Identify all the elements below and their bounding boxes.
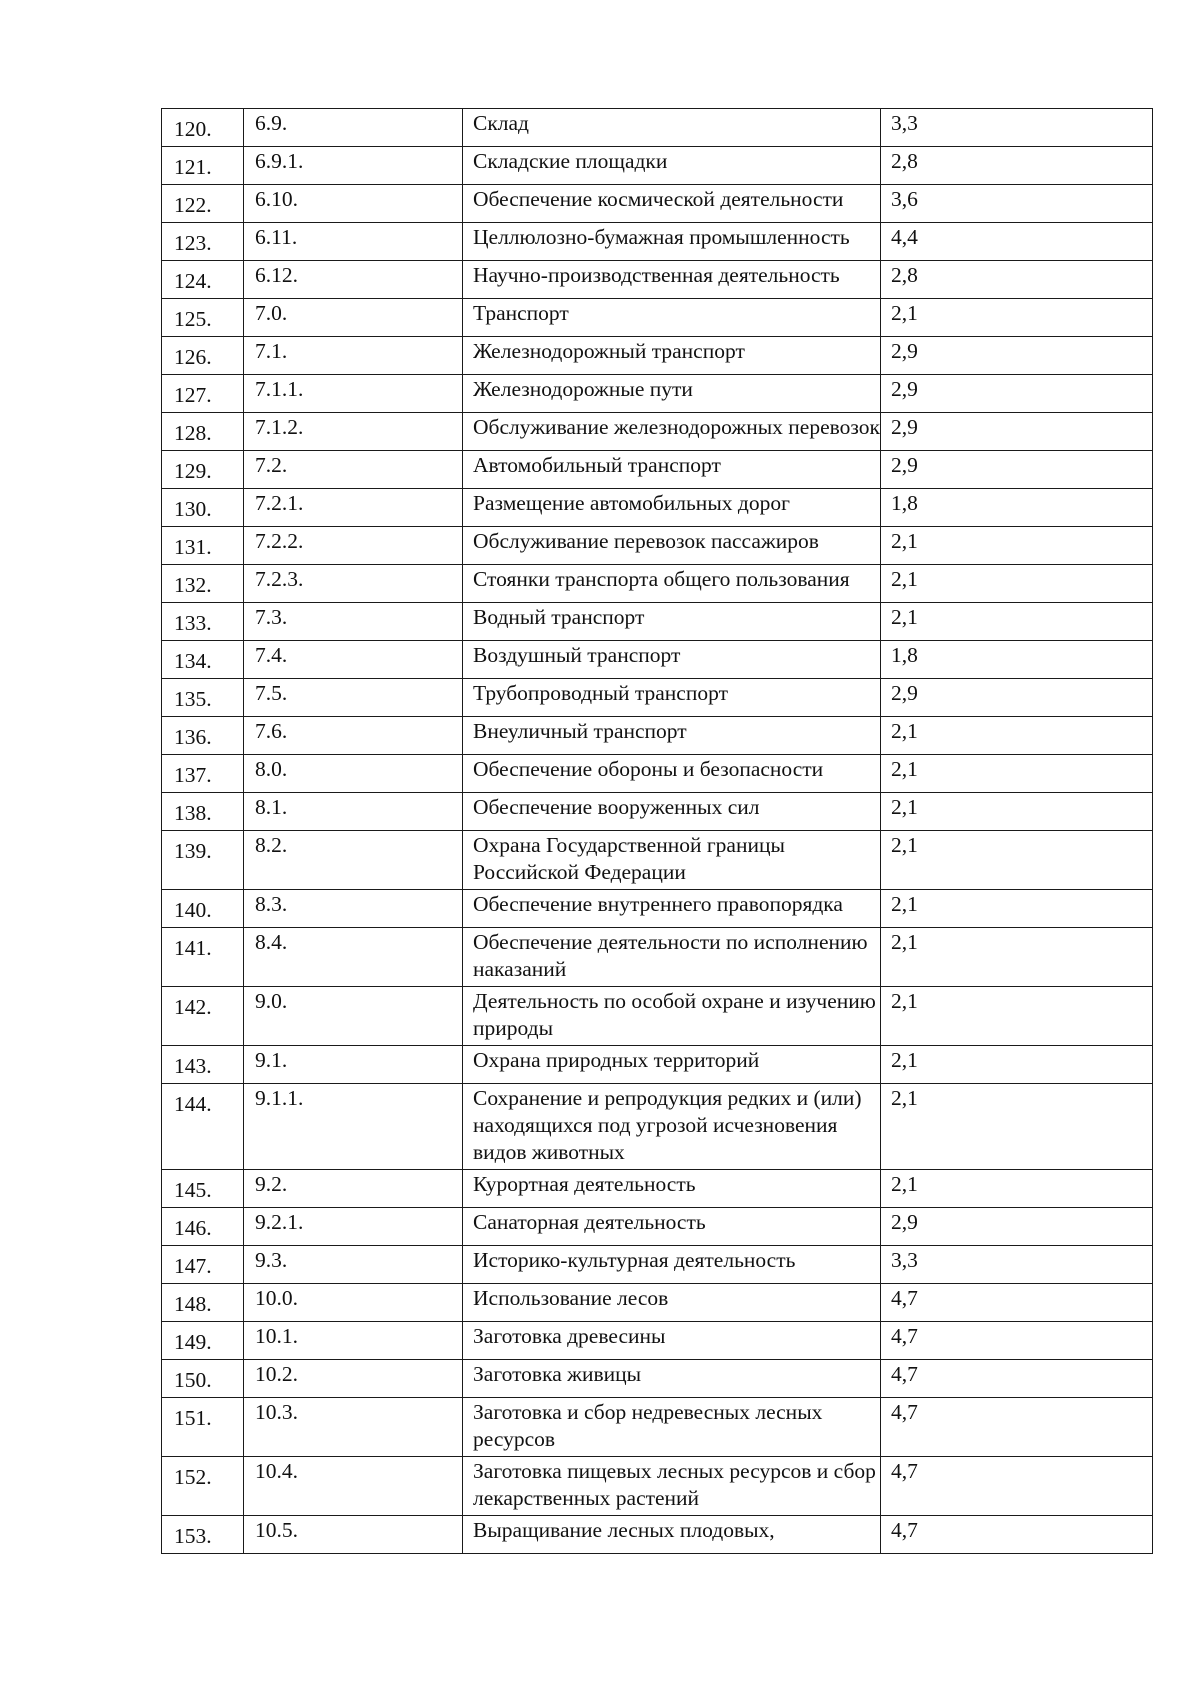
- use-name-cell: Охрана Государственной границы Российской Федерации: [463, 831, 881, 890]
- row-number-cell: 149.: [162, 1322, 244, 1360]
- use-name-cell: Транспорт: [463, 299, 881, 337]
- use-code-cell: 10.0.: [244, 1284, 463, 1322]
- use-name-cell: Заготовка пищевых лесных ресурсов и сбор лекарственных растений: [463, 1457, 881, 1516]
- coefficient-cell: 2,1: [881, 717, 1153, 755]
- use-code-cell: 7.5.: [244, 679, 463, 717]
- row-number-cell: 128.: [162, 413, 244, 451]
- coefficient-cell: 1,8: [881, 641, 1153, 679]
- table-row: [162, 489, 1153, 527]
- coefficient-cell: 2,9: [881, 337, 1153, 375]
- table-row: [162, 1246, 1153, 1284]
- row-number-cell: 139.: [162, 831, 244, 890]
- coefficient-cell: 4,7: [881, 1360, 1153, 1398]
- row-number-cell: 135.: [162, 679, 244, 717]
- row-number-cell: 122.: [162, 185, 244, 223]
- row-number-cell: 132.: [162, 565, 244, 603]
- use-code-cell: 9.1.1.: [244, 1084, 463, 1170]
- use-code-cell: 7.6.: [244, 717, 463, 755]
- row-number-cell: 147.: [162, 1246, 244, 1284]
- use-code-cell: 9.0.: [244, 987, 463, 1046]
- coefficient-cell: 2,9: [881, 679, 1153, 717]
- row-number-cell: 134.: [162, 641, 244, 679]
- table-row: [162, 603, 1153, 641]
- table-row: [162, 1398, 1153, 1457]
- use-name-cell: Складские площадки: [463, 147, 881, 185]
- use-name-cell: Обеспечение деятельности по исполнению наказаний: [463, 928, 881, 987]
- use-code-cell: 6.9.1.: [244, 147, 463, 185]
- use-code-cell: 10.4.: [244, 1457, 463, 1516]
- use-code-cell: 6.12.: [244, 261, 463, 299]
- table-row: [162, 679, 1153, 717]
- use-name-cell: Целлюлозно-бумажная промышленность: [463, 223, 881, 261]
- use-name-cell: Заготовка и сбор недревесных лесных ресурсов: [463, 1398, 881, 1457]
- table-row: [162, 1170, 1153, 1208]
- use-code-cell: 6.11.: [244, 223, 463, 261]
- table-row: [162, 261, 1153, 299]
- row-number-cell: 145.: [162, 1170, 244, 1208]
- coefficient-cell: 2,8: [881, 261, 1153, 299]
- table-row: [162, 928, 1153, 987]
- coefficient-cell: 2,1: [881, 831, 1153, 890]
- use-code-cell: 7.2.: [244, 451, 463, 489]
- table-row: [162, 1360, 1153, 1398]
- table-row: [162, 1322, 1153, 1360]
- use-code-cell: 10.3.: [244, 1398, 463, 1457]
- use-code-cell: 7.2.3.: [244, 565, 463, 603]
- use-name-cell: Заготовка живицы: [463, 1360, 881, 1398]
- row-number-cell: 126.: [162, 337, 244, 375]
- use-code-cell: 6.10.: [244, 185, 463, 223]
- coefficient-cell: 4,4: [881, 223, 1153, 261]
- use-name-cell: Железнодорожный транспорт: [463, 337, 881, 375]
- use-name-cell: Обеспечение вооруженных сил: [463, 793, 881, 831]
- coefficient-cell: 3,6: [881, 185, 1153, 223]
- use-code-cell: 8.3.: [244, 890, 463, 928]
- use-code-cell: 9.2.: [244, 1170, 463, 1208]
- use-code-cell: 8.4.: [244, 928, 463, 987]
- row-number-cell: 129.: [162, 451, 244, 489]
- row-number-cell: 130.: [162, 489, 244, 527]
- table-row: [162, 1208, 1153, 1246]
- coefficient-cell: 2,9: [881, 451, 1153, 489]
- table-row: [162, 527, 1153, 565]
- use-code-cell: 8.1.: [244, 793, 463, 831]
- table-row: [162, 565, 1153, 603]
- coefficient-cell: 4,7: [881, 1516, 1153, 1554]
- coefficient-cell: 1,8: [881, 489, 1153, 527]
- coefficient-cell: 4,7: [881, 1322, 1153, 1360]
- use-name-cell: Стоянки транспорта общего пользования: [463, 565, 881, 603]
- table-row: [162, 413, 1153, 451]
- use-name-cell: Железнодорожные пути: [463, 375, 881, 413]
- coefficient-cell: 2,1: [881, 1084, 1153, 1170]
- coefficient-cell: 2,1: [881, 987, 1153, 1046]
- coefficient-cell: 4,7: [881, 1398, 1153, 1457]
- table-row: [162, 375, 1153, 413]
- coefficient-cell: 2,1: [881, 890, 1153, 928]
- coefficient-cell: 2,1: [881, 755, 1153, 793]
- use-name-cell: Историко-культурная деятельность: [463, 1246, 881, 1284]
- use-name-cell: Курортная деятельность: [463, 1170, 881, 1208]
- table-row: [162, 1516, 1153, 1554]
- use-name-cell: Санаторная деятельность: [463, 1208, 881, 1246]
- use-name-cell: Трубопроводный транспорт: [463, 679, 881, 717]
- use-code-cell: 9.2.1.: [244, 1208, 463, 1246]
- row-number-cell: 138.: [162, 793, 244, 831]
- row-number-cell: 142.: [162, 987, 244, 1046]
- use-code-cell: 7.2.2.: [244, 527, 463, 565]
- row-number-cell: 152.: [162, 1457, 244, 1516]
- use-name-cell: Размещение автомобильных дорог: [463, 489, 881, 527]
- coefficient-cell: 2,9: [881, 1208, 1153, 1246]
- row-number-cell: 125.: [162, 299, 244, 337]
- use-code-cell: 7.0.: [244, 299, 463, 337]
- use-code-cell: 7.1.1.: [244, 375, 463, 413]
- table-row: [162, 717, 1153, 755]
- coefficient-cell: 2,1: [881, 928, 1153, 987]
- row-number-cell: 124.: [162, 261, 244, 299]
- coefficient-cell: 2,1: [881, 527, 1153, 565]
- use-code-cell: 7.2.1.: [244, 489, 463, 527]
- row-number-cell: 151.: [162, 1398, 244, 1457]
- row-number-cell: 120.: [162, 109, 244, 147]
- table-row: [162, 987, 1153, 1046]
- use-name-cell: Сохранение и репродукция редких и (или) находящихся под угрозой исчезновения видов животных: [463, 1084, 881, 1170]
- table-row: [162, 831, 1153, 890]
- coefficient-cell: 2,1: [881, 1170, 1153, 1208]
- row-number-cell: 131.: [162, 527, 244, 565]
- coefficient-cell: 2,9: [881, 413, 1153, 451]
- use-code-cell: 7.3.: [244, 603, 463, 641]
- use-code-cell: 10.1.: [244, 1322, 463, 1360]
- use-name-cell: Автомобильный транспорт: [463, 451, 881, 489]
- use-code-cell: 9.1.: [244, 1046, 463, 1084]
- use-name-cell: Деятельность по особой охране и изучению природы: [463, 987, 881, 1046]
- table-row: [162, 1084, 1153, 1170]
- table-row: [162, 299, 1153, 337]
- use-name-cell: Обслуживание перевозок пассажиров: [463, 527, 881, 565]
- use-code-cell: 7.1.2.: [244, 413, 463, 451]
- use-name-cell: Выращивание лесных плодовых,: [463, 1516, 881, 1554]
- row-number-cell: 127.: [162, 375, 244, 413]
- use-code-cell: 8.0.: [244, 755, 463, 793]
- use-name-cell: Обеспечение внутреннего правопорядка: [463, 890, 881, 928]
- table-row: [162, 109, 1153, 147]
- use-name-cell: Водный транспорт: [463, 603, 881, 641]
- land-use-table: [161, 108, 1153, 1554]
- row-number-cell: 121.: [162, 147, 244, 185]
- use-name-cell: Охрана природных территорий: [463, 1046, 881, 1084]
- coefficient-cell: 2,8: [881, 147, 1153, 185]
- coefficient-cell: 2,1: [881, 565, 1153, 603]
- use-name-cell: Воздушный транспорт: [463, 641, 881, 679]
- use-name-cell: Склад: [463, 109, 881, 147]
- coefficient-cell: 2,1: [881, 793, 1153, 831]
- row-number-cell: 143.: [162, 1046, 244, 1084]
- table-row: [162, 147, 1153, 185]
- use-code-cell: 9.3.: [244, 1246, 463, 1284]
- table-row: [162, 641, 1153, 679]
- table-row: [162, 1457, 1153, 1516]
- row-number-cell: 137.: [162, 755, 244, 793]
- row-number-cell: 148.: [162, 1284, 244, 1322]
- row-number-cell: 140.: [162, 890, 244, 928]
- row-number-cell: 136.: [162, 717, 244, 755]
- table-row: [162, 337, 1153, 375]
- table-row: [162, 1284, 1153, 1322]
- table-row: [162, 755, 1153, 793]
- table-row: [162, 451, 1153, 489]
- table-row: [162, 223, 1153, 261]
- table-row: [162, 185, 1153, 223]
- use-code-cell: 7.1.: [244, 337, 463, 375]
- use-name-cell: Научно-производственная деятельность: [463, 261, 881, 299]
- table-row: [162, 890, 1153, 928]
- use-code-cell: 10.2.: [244, 1360, 463, 1398]
- row-number-cell: 144.: [162, 1084, 244, 1170]
- use-name-cell: Заготовка древесины: [463, 1322, 881, 1360]
- row-number-cell: 146.: [162, 1208, 244, 1246]
- row-number-cell: 141.: [162, 928, 244, 987]
- coefficient-cell: 3,3: [881, 1246, 1153, 1284]
- row-number-cell: 150.: [162, 1360, 244, 1398]
- use-name-cell: Обеспечение обороны и безопасности: [463, 755, 881, 793]
- row-number-cell: 153.: [162, 1516, 244, 1554]
- coefficient-cell: 2,1: [881, 603, 1153, 641]
- use-code-cell: 8.2.: [244, 831, 463, 890]
- use-name-cell: Использование лесов: [463, 1284, 881, 1322]
- coefficient-cell: 3,3: [881, 109, 1153, 147]
- use-code-cell: 7.4.: [244, 641, 463, 679]
- coefficient-cell: 2,9: [881, 375, 1153, 413]
- use-name-cell: Обслуживание железнодорожных перевозок: [463, 413, 881, 451]
- table-body: [162, 109, 1153, 1554]
- table-row: [162, 793, 1153, 831]
- row-number-cell: 123.: [162, 223, 244, 261]
- use-code-cell: 6.9.: [244, 109, 463, 147]
- use-code-cell: 10.5.: [244, 1516, 463, 1554]
- table-row: [162, 1046, 1153, 1084]
- coefficient-cell: 4,7: [881, 1457, 1153, 1516]
- use-name-cell: Обеспечение космической деятельности: [463, 185, 881, 223]
- coefficient-cell: 2,1: [881, 299, 1153, 337]
- coefficient-cell: 4,7: [881, 1284, 1153, 1322]
- use-name-cell: Внеуличный транспорт: [463, 717, 881, 755]
- coefficient-cell: 2,1: [881, 1046, 1153, 1084]
- row-number-cell: 133.: [162, 603, 244, 641]
